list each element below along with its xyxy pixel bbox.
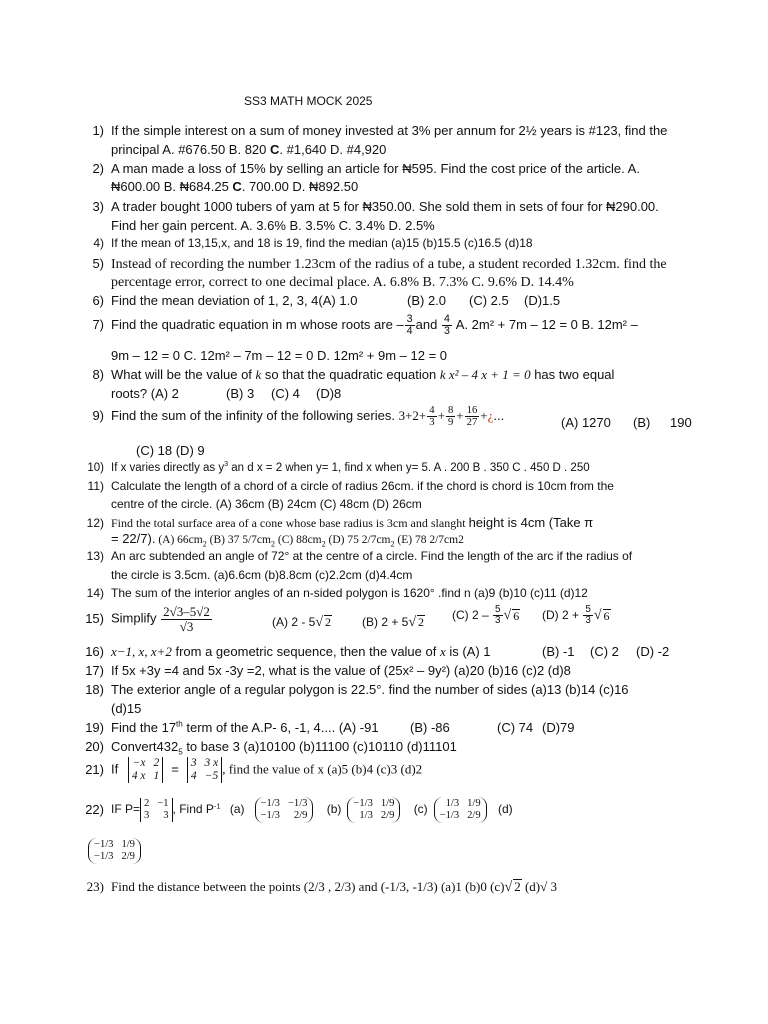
- question-15-option-a: (A) 2 - 5√ 2: [272, 615, 332, 630]
- fraction-denominator: 3: [429, 417, 435, 429]
- question-text: Find the quadratic equation in m whose roots are –: [111, 317, 404, 333]
- question-11: [84, 480, 614, 494]
- question-text: Find the total surface area of a cone whose base radius is 3cm and slanght: [111, 516, 469, 530]
- question-11-options: [84, 498, 422, 512]
- math-equation: k x² – 4 x + 1 = 0: [439, 367, 531, 382]
- matrix-entry: −x: [132, 757, 146, 769]
- matrix-entry: 2: [144, 798, 150, 809]
- question-22: [84, 797, 513, 823]
- matrix-entry: −1/3: [260, 798, 280, 809]
- fraction-numerator: 4: [429, 405, 435, 416]
- stray-glyph: ¿: [487, 408, 494, 424]
- question-number: 22): [85, 801, 104, 817]
- question-19-option-c: (C) 74: [497, 720, 534, 735]
- question-3-options: [84, 219, 435, 234]
- options-text: principal A. #676.50 B. 820: [111, 142, 271, 157]
- matrix-entry: 3: [190, 757, 197, 769]
- question-20: [84, 740, 457, 755]
- option-c-label: (c): [413, 802, 428, 817]
- question-19-option-b: (B) -86: [410, 720, 450, 735]
- fraction-denominator: 3: [585, 615, 591, 627]
- option-c: (C) 88cm: [274, 534, 322, 546]
- fraction-denominator: 3: [443, 325, 450, 338]
- question-text: , Find P: [172, 802, 214, 817]
- question-text: Convert432: [111, 739, 179, 754]
- question-9-option-a: (A) 1270: [561, 415, 611, 430]
- question-8-option-b: (B) 3: [226, 386, 255, 401]
- option-a-matrix: [255, 797, 314, 823]
- question-number: 20): [85, 739, 104, 754]
- question-text: A trader bought 1000 tubers of yam at 5 for ₦350.00. She sold them in sets of four for ₦290.00.: [111, 199, 659, 214]
- question-number: 9): [92, 408, 104, 424]
- matrix-p: [140, 798, 173, 822]
- option-a: roots? (A) 2: [111, 386, 179, 401]
- series-term: +: [456, 408, 464, 424]
- question-text: Simplify: [111, 610, 161, 626]
- matrix-entry: 4 x: [131, 770, 146, 783]
- matrix-entry: −1/3: [353, 798, 373, 809]
- matrix-entry: −1/3: [260, 810, 280, 822]
- matrix-entry: −5: [204, 770, 219, 783]
- subscript: 5: [178, 747, 183, 757]
- question-9-option-b: (B): [633, 415, 651, 430]
- question-text: The sum of the interior angles of an n-sided polygon is 1620° .find n (a)9 (b)10 (c)11 (d)12: [111, 586, 588, 600]
- matrix-entry: 3: [144, 810, 150, 822]
- fraction-denominator: 27: [466, 417, 478, 429]
- radicand: 2: [418, 615, 425, 629]
- question-15-option-b: (B) 2 + 5√ 2: [362, 615, 425, 630]
- question-2-options: [84, 180, 358, 195]
- matrix-entry: −1/3: [94, 839, 114, 850]
- subscript: 2: [202, 539, 207, 549]
- matrix-entry: 2/9: [467, 810, 481, 822]
- options-text: Find her gain percent. A. 3.6% B. 3.5% C. 3.4% D. 2.5%: [111, 218, 435, 233]
- fraction: [405, 314, 415, 337]
- fraction-denominator: 9: [447, 417, 454, 429]
- question-text: , find the value of x (a)5 (b)4 (c)3 (d)2: [222, 761, 423, 777]
- option-c-matrix: [434, 797, 487, 823]
- question-number: 4): [93, 236, 104, 250]
- page-title: SS3 MATH MOCK 2025: [244, 94, 373, 108]
- subscript: 2: [321, 539, 326, 549]
- math-variable: k: [255, 367, 262, 382]
- option-text: (D) 2 +: [542, 607, 580, 622]
- surd-expression: [161, 605, 212, 633]
- question-text: If the mean of 13,15,x, and 18 is 19, find the median (a)15 (b)15.5 (c)16.5 (d)18: [111, 236, 533, 250]
- fraction-numerator: 4: [443, 313, 450, 325]
- options-text: A. 2m² + 7m – 12 = 0 B. 12m² –: [452, 317, 638, 333]
- question-text: What will be the value of: [111, 367, 256, 382]
- question-number: 14): [86, 586, 104, 600]
- ellipsis: ...: [493, 408, 505, 424]
- fraction-denominator: 3: [495, 615, 501, 627]
- matrix-entry: −1/3: [439, 810, 460, 822]
- fraction-denominator: 4: [406, 325, 413, 338]
- question-22-option-d: [88, 838, 141, 864]
- option-text: (A) 2 - 5: [272, 615, 316, 629]
- question-7: [84, 314, 638, 337]
- option-e: (E) 78 2/7cm2: [394, 534, 464, 546]
- option-d: (D) 75 2/7cm: [325, 534, 391, 546]
- fraction-numerator: 16: [466, 405, 478, 416]
- fraction-numerator: 3: [406, 313, 413, 325]
- option-c-letter: C: [270, 142, 280, 157]
- determinant-right: [187, 757, 222, 783]
- math-sequence: x−1, x, x+2: [111, 644, 172, 659]
- fraction: [583, 605, 592, 627]
- question-number: 2): [92, 161, 104, 176]
- superscript: 3: [224, 460, 229, 469]
- question-text: and: [415, 317, 438, 333]
- question-17: [84, 664, 571, 679]
- series-term: +: [437, 408, 445, 424]
- question-number: 21): [85, 761, 104, 777]
- question-number: 3): [92, 199, 104, 214]
- options-text: ₦600.00 B. ₦684.25: [111, 179, 233, 194]
- matrix-entry: −1/3: [94, 851, 114, 863]
- question-14: [84, 587, 588, 601]
- fraction: [427, 405, 436, 428]
- question-8: [84, 368, 614, 383]
- question-number: 8): [92, 367, 104, 382]
- question-text: Find the sum of the infinity of the following series.: [111, 408, 399, 424]
- options-text: (d)15: [111, 701, 142, 716]
- question-text: height is 4cm (Take π: [468, 515, 594, 530]
- option-d-matrix: [88, 838, 141, 864]
- series-term: +: [480, 408, 488, 424]
- question-18-options: [84, 702, 141, 717]
- fraction-numerator: 5: [495, 604, 501, 615]
- option-a: (A) 66cm: [155, 534, 203, 546]
- option-b: (B) 37 5/7cm: [206, 534, 271, 546]
- question-5-options: [84, 275, 574, 291]
- question-16: [84, 645, 491, 660]
- question-23: 23) Find the distance between the points (2/3 , 2/3) and (-1/3, -1/3) (a)1 (b)0 (c)√ 2 (d)√ 3: [84, 879, 557, 896]
- matrix-entry: 1/3: [359, 810, 373, 822]
- question-number: 23): [86, 879, 104, 894]
- option-a-label: (a): [229, 802, 245, 817]
- question-1: [84, 124, 667, 139]
- question-1-options: [84, 143, 386, 158]
- question-text: A man made a loss of 15% by selling an article for ₦595. Find the cost price of the article. A.: [111, 161, 640, 176]
- option-b-matrix: [347, 797, 400, 823]
- question-number: 7): [92, 317, 104, 333]
- fraction-numerator: 2√3–5√2: [163, 604, 210, 619]
- question-4: [84, 237, 533, 251]
- question-text: term of the A.P- 6, -1, 4.... (A) -91: [182, 720, 379, 735]
- matrix-entry: 2/9: [380, 810, 395, 822]
- question-8-options: [84, 387, 179, 402]
- question-text: IF P=: [111, 802, 141, 817]
- question-19-option-d: (D)79: [542, 720, 575, 735]
- question-15-option-d: (D) 2 + $\frac{5}{3}$ √ 6: [542, 604, 610, 627]
- question-8-option-c: (C) 4: [271, 386, 300, 401]
- question-number: 15): [85, 610, 104, 626]
- question-15-option-c: (C) 2 – $\frac{5}{3}$ √ 6: [452, 604, 520, 627]
- question-13-options: [84, 569, 412, 583]
- question-text: has two equal: [530, 367, 615, 382]
- matrix-entry: 4: [190, 770, 197, 783]
- question-12-options: [84, 532, 464, 547]
- subscript: 2: [390, 539, 395, 549]
- question-6-option-d: (D)1.5: [524, 293, 561, 308]
- question-text: an d x = 2 when y= 1, find x when y= 5. A . 200 B . 350 C . 450 D . 250: [228, 462, 590, 474]
- options-text: centre of the circle. (A) 36cm (B) 24cm (C) 48cm (D) 26cm: [111, 497, 422, 511]
- question-8-option-d: (D)8: [316, 386, 342, 401]
- question-19: [84, 721, 379, 736]
- question-text: from a geometric sequence, then the value of: [171, 644, 440, 659]
- options-text: the circle is 3.5cm. (a)6.6cm (b)8.8cm (c)2.2cm (d)4.4cm: [111, 568, 413, 582]
- question-text: If the simple interest on a sum of money invested at 3% per annum for 2½ years is #123, find the: [111, 123, 668, 138]
- option-text: (B) 2 + 5: [362, 615, 409, 629]
- matrix-entry: 2: [153, 757, 160, 769]
- option-b-label: (b): [326, 802, 342, 817]
- matrix-entry: −1: [157, 798, 169, 809]
- question-number: 19): [85, 720, 104, 735]
- question-3: [84, 200, 659, 215]
- fraction-numerator: 8: [447, 405, 454, 416]
- question-number: 5): [92, 256, 104, 271]
- question-text: to base 3 (a)10100 (b)11100 (c)10110 (d)11101: [182, 739, 457, 754]
- equals-sign: =: [171, 761, 179, 777]
- radicand: 6: [513, 609, 520, 624]
- matrix-entry: 1/3: [445, 798, 460, 809]
- question-2: [84, 162, 640, 177]
- question-text: If x varies directly as y: [111, 462, 225, 474]
- question-number: 18): [85, 682, 104, 697]
- question-13: [84, 550, 632, 564]
- question-16-option-d: (D) -2: [636, 644, 670, 659]
- question-number: 11): [87, 479, 104, 493]
- options-text: . #1,640 D. #4,920: [279, 142, 387, 157]
- question-6: [84, 294, 357, 309]
- options-text: . 700.00 D. ₦892.50: [241, 179, 359, 194]
- matrix-entry: 3: [163, 810, 169, 822]
- option-c-letter: C: [232, 179, 242, 194]
- question-number: 12): [86, 516, 104, 530]
- question-7-options: [84, 349, 447, 364]
- question-text: If: [111, 761, 122, 777]
- question-9-options: (C) 18 (D) 9: [136, 443, 205, 458]
- fraction: [442, 314, 452, 337]
- matrix-entry: 2/9: [121, 851, 135, 863]
- question-text: Instead of recording the number 1.23cm of the radius of a tube, a student recorded 1.32cm. find the: [111, 257, 667, 272]
- question-6-option-b: (B) 2.0: [407, 293, 447, 308]
- fraction: [465, 405, 480, 428]
- determinant-left: [128, 757, 163, 783]
- matrix-entry: 1/9: [121, 839, 135, 850]
- superscript: th: [176, 719, 183, 729]
- math-variable: x: [439, 644, 446, 659]
- subscript: 2: [270, 539, 275, 549]
- question-10: [84, 462, 590, 475]
- options-text: percentage error, correct to one decimal place. A. 6.8% B. 7.3% C. 9.6% D. 14.4%: [111, 275, 574, 290]
- fraction-denominator: √3: [179, 618, 194, 634]
- question-16-option-c: (C) 2: [590, 644, 619, 659]
- option-a: is (A) 1: [445, 644, 491, 659]
- question-text: The exterior angle of a regular polygon is 22.5°. find the number of sides (a)13 (b)14 (c)16: [111, 682, 629, 697]
- question-number: 1): [92, 123, 104, 138]
- option-d: (d)√ 3: [521, 879, 557, 894]
- question-9-option-b-value: 190: [670, 415, 692, 430]
- question-text: so that the quadratic equation: [261, 367, 440, 382]
- fraction: [493, 605, 502, 627]
- series-term: 3+2+: [398, 408, 427, 424]
- fraction: [446, 405, 455, 428]
- option-text: (C) 2 –: [452, 607, 489, 622]
- question-16-option-b: (B) -1: [542, 644, 575, 659]
- matrix-entry: 1/9: [380, 798, 395, 809]
- matrix-entry: −1/3: [287, 798, 308, 809]
- question-text: Find the 17: [111, 720, 177, 735]
- question-number: 6): [92, 293, 104, 308]
- question-text: An arc subtended an angle of 72° at the centre of a circle. Find the length of the arc if the radius of: [111, 549, 633, 563]
- question-text: Find the mean deviation of 1, 2, 3, 4(A) 1.0: [111, 293, 358, 308]
- question-text: Calculate the length of a chord of a circle of radius 26cm. if the chord is chord is 10cm from the: [111, 479, 614, 493]
- question-text: If 5x +3y =4 and 5x -3y =2, what is the value of (25x² – 9y²) (a)20 (b)16 (c)2 (d)8: [111, 663, 571, 678]
- question-12: [84, 516, 593, 531]
- matrix-entry: 1/9: [467, 798, 481, 809]
- fraction-numerator: 5: [585, 604, 591, 615]
- question-6-option-c: (C) 2.5: [469, 293, 509, 308]
- question-number: 17): [85, 663, 104, 678]
- question-21: [84, 757, 422, 783]
- question-9: [84, 405, 504, 428]
- question-text: Find the distance between the points (2/3 , 2/3) and (-1/3, -1/3) (a)1 (b)0 (c): [111, 879, 505, 894]
- question-number: 10): [87, 462, 104, 474]
- radicand: 2: [325, 615, 332, 629]
- radicand: 6: [603, 609, 610, 624]
- matrix-entry: 1: [153, 770, 160, 783]
- options-text: 9m – 12 = 0 C. 12m² – 7m – 12 = 0 D. 12m² + 9m – 12 = 0: [111, 348, 448, 363]
- matrix-entry: 3 x: [204, 757, 219, 769]
- question-5: [84, 257, 667, 273]
- question-number: 13): [86, 549, 104, 563]
- option-d-label: (d): [497, 802, 513, 817]
- matrix-entry: 2/9: [293, 810, 308, 822]
- question-18: [84, 683, 629, 698]
- question-15: [84, 605, 213, 633]
- question-text: = 22/7).: [111, 531, 156, 546]
- question-number: 16): [85, 644, 104, 659]
- superscript: -1: [213, 801, 221, 811]
- radicand: 2: [514, 879, 521, 894]
